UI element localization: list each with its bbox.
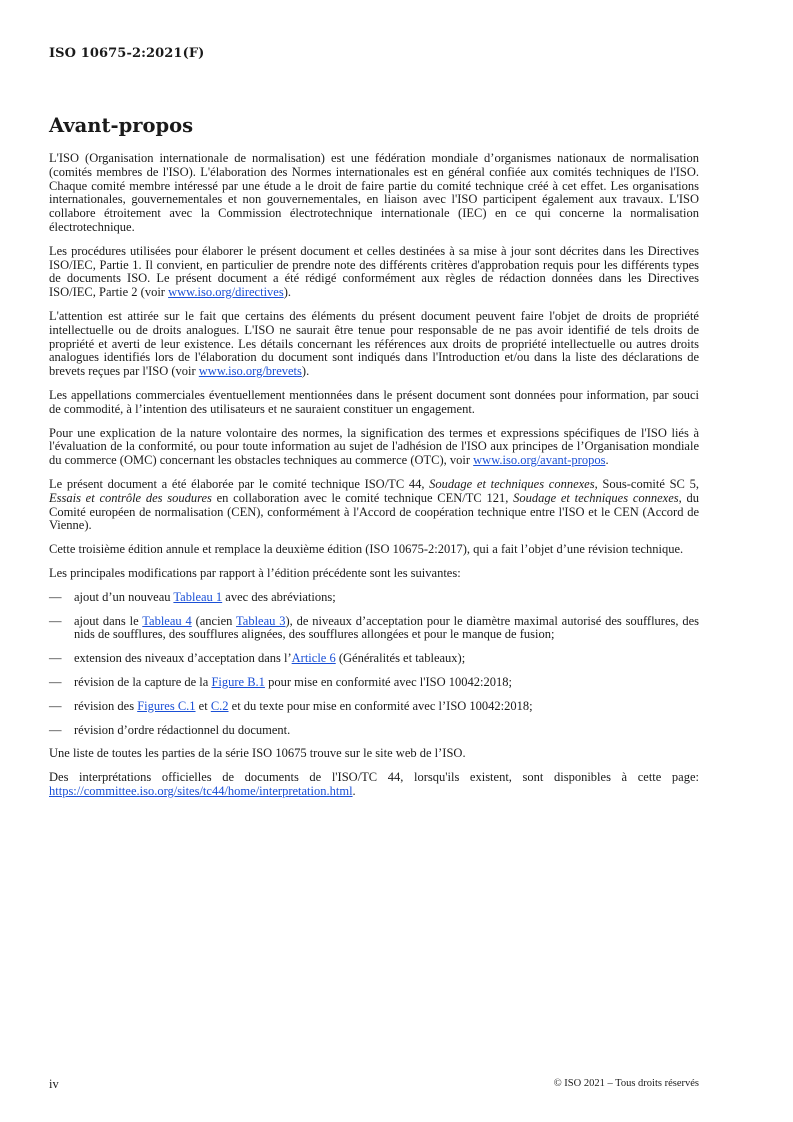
- committee-title-sc5: Essais et contrôle des soudures: [49, 490, 212, 505]
- committee-text-1: Le présent document a été élaborée par le comité technique ISO/TC 44,: [49, 476, 430, 491]
- link-figures-c1[interactable]: Figures C.1: [137, 698, 196, 713]
- committee-text-4: , du Comité européen de normalisation (CEN), conformément à l'Accord de coopération technique entre l'ISO et le CEN (Accord de Vienne).: [49, 490, 699, 533]
- dash-marker: —: [49, 589, 62, 604]
- committee-title-tc121: Soudage et techniques connexes: [513, 490, 679, 505]
- list-item-text: ajout dans le: [74, 613, 143, 628]
- list-item-text: (ancien: [191, 613, 237, 628]
- list-item-text: avec des abréviations;: [222, 589, 336, 604]
- paragraph-voluntary-end: .: [605, 453, 609, 468]
- link-article-6[interactable]: Article 6: [291, 651, 336, 666]
- paragraph-changes-intro: Les principales modifications par rapport à l’édition précédente sont les suivantes:: [49, 565, 461, 580]
- link-c2[interactable]: C.2: [210, 698, 229, 713]
- paragraph-procedures: [49, 245, 699, 300]
- list-item-text: pour mise en conformité avec l'ISO 10042:2018;: [264, 674, 512, 689]
- list-item-text: révision d’ordre rédactionnel du document.: [74, 722, 291, 737]
- link-directives[interactable]: www.iso.org/directives: [168, 285, 284, 300]
- paragraph-procedures-text: Les procédures utilisées pour élaborer le présent document et celles destinées à sa mise à jour sont décrites dans les Directives ISO/IEC, Partie 1. Il convient, en particulier de prendre note des différents critères d'approbation requis pour les différents types de documents ISO. Le présent document a été rédigé conformément aux règles de rédaction données dans les Directives ISO/IEC, Partie 2 (voir: [49, 243, 699, 300]
- changes-list: [49, 591, 699, 738]
- paragraph-interpretations-end: .: [352, 783, 356, 798]
- paragraph-iso-intro: L'ISO (Organisation internationale de normalisation) est une fédération mondiale d’organismes nationaux de normalisation (comités membres de l'ISO). L'élaboration des Normes internationales est en général confiée aux comités techniques de l'ISO. Chaque comité membre intéressé par une étude a le droit de faire partie du comité technique créé à cet effet. Les organisations internationales, gouvernementales et non gouvernementales, en liaison avec l'ISO participent également aux travaux. L'ISO collabore étroitement avec la Commission électrotechnique internationale (IEC) en ce qui concerne la normalisation électrotechnique.: [49, 151, 699, 234]
- link-tableau-4[interactable]: Tableau 4: [142, 613, 192, 628]
- paragraph-patents-end: ).: [301, 364, 310, 379]
- list-item-text: (Généralités et tableaux);: [335, 651, 466, 666]
- list-item-text: extension des niveaux d’acceptation dans l’: [74, 651, 292, 666]
- list-item: [49, 615, 699, 643]
- list-item: [49, 652, 699, 666]
- link-tableau-3[interactable]: Tableau 3: [236, 613, 286, 628]
- paragraph-trade-names: Les appellations commerciales éventuellement mentionnées dans le présent document sont données pour information, par souci de commodité, à l’intention des utilisateurs et ne sauraient constituer un engagement.: [49, 387, 699, 416]
- list-item-text: révision des: [74, 698, 138, 713]
- list-item-text: ), de niveaux d’acceptation pour le diamètre maximal autorisé des soufflures, des nids de soufflures, des soufflures alignées, des soufflures allongées et pour le manque de fusion;: [74, 613, 700, 642]
- list-item-text: ajout d’un nouveau: [74, 589, 174, 604]
- list-item-text: et du texte pour mise en conformité avec l’ISO 10042:2018;: [228, 698, 533, 713]
- paragraph-voluntary-text: Pour une explication de la nature volontaire des normes, la signification des termes et expressions spécifiques de l'ISO liés à l'évaluation de la conformité, ou pour toute information au sujet de l'adhésion de l'ISO aux principes de l’Organisation mondiale du commerce (OMC) concernant les obstacles techniques au commerce (OTC), voir: [49, 425, 699, 468]
- committee-text-3: en collaboration avec le comité technique CEN/TC 121,: [211, 490, 514, 505]
- paragraph-series-list: Une liste de toutes les parties de la série ISO 10675 trouve sur le site web de l’ISO.: [49, 746, 466, 761]
- committee-title-tc44: Soudage et techniques connexes: [429, 476, 595, 491]
- list-item-text: et: [195, 698, 211, 713]
- document-id-header: ISO 10675-2:2021(F): [49, 46, 205, 61]
- link-tableau-1[interactable]: Tableau 1: [173, 589, 223, 604]
- paragraph-interpretations: [49, 771, 699, 799]
- copyright-notice: © ISO 2021 – Tous droits réservés: [553, 1078, 699, 1089]
- dash-marker: —: [49, 698, 62, 713]
- paragraph-interpretations-text: Des interprétations officielles de documents de l'ISO/TC 44, lorsqu'ils existent, sont disponibles à cette page:: [49, 770, 699, 785]
- dash-marker: —: [49, 674, 62, 689]
- paragraph-committee: [49, 478, 699, 533]
- paragraph-patents: [49, 310, 699, 379]
- dash-marker: —: [49, 722, 62, 737]
- paragraph-edition: Cette troisième édition annule et remplace la deuxième édition (ISO 10675-2:2017), qui a fait l’objet d’une révision technique.: [49, 542, 684, 557]
- paragraph-patents-text: L'attention est attirée sur le fait que certains des éléments du présent document peuvent faire l'objet de droits de propriété intellectuelle ou de droits analogues. L'ISO ne saurait être tenue pour responsable de ne pas avoir identifié de tels droits de propriété et averti de leur existence. Les détails concernant les références aux droits de propriété intellectuelle ou autres droits analogues identifiés lors de l'élaboration du document sont indiqués dans l'Introduction et/ou dans la liste des déclarations de brevets reçues par l'ISO (voir: [49, 308, 699, 379]
- section-title: Avant-propos: [49, 114, 194, 137]
- list-item: [49, 676, 699, 690]
- link-brevets[interactable]: www.iso.org/brevets: [198, 364, 302, 379]
- link-avant-propos[interactable]: www.iso.org/avant-propos: [473, 453, 606, 468]
- foreword-body: [49, 152, 699, 809]
- list-item: [49, 591, 699, 605]
- list-item: [49, 700, 699, 714]
- dash-marker: —: [49, 613, 62, 628]
- list-item: [49, 724, 699, 738]
- page-number: iv: [49, 1077, 59, 1091]
- link-figure-b1[interactable]: Figure B.1: [211, 674, 265, 689]
- paragraph-procedures-end: ).: [283, 285, 291, 300]
- list-item-text: révision de la capture de la: [74, 674, 212, 689]
- dash-marker: —: [49, 651, 62, 666]
- committee-text-2: , Sous-comité SC 5,: [594, 476, 699, 491]
- paragraph-voluntary-nature: [49, 427, 699, 468]
- link-interpretation[interactable]: https://committee.iso.org/sites/tc44/home/interpretation.html: [49, 783, 353, 798]
